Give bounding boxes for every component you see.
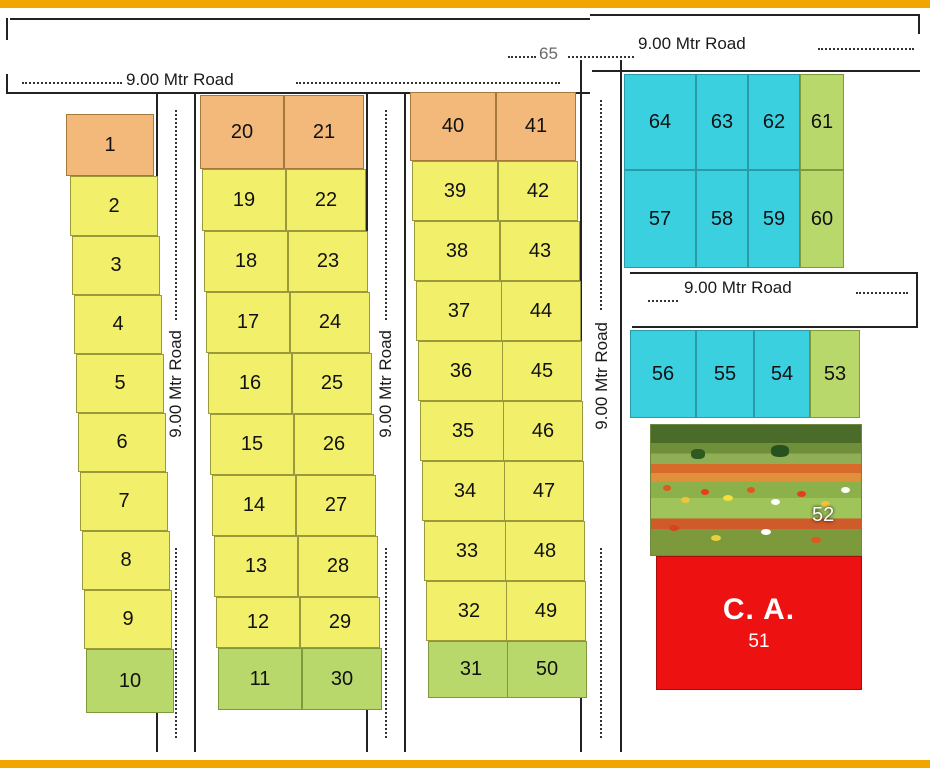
plot-cell[interactable]: 54 xyxy=(754,330,810,418)
plot-cell[interactable]: 30 xyxy=(302,648,382,710)
plot-cell[interactable]: 34 xyxy=(422,461,508,521)
plot-cell[interactable]: 24 xyxy=(290,292,370,353)
road-edge-vert2-right xyxy=(404,92,406,752)
plot-cell[interactable]: 36 xyxy=(418,341,504,401)
road-edge-top-right-upper xyxy=(590,14,920,16)
road-label-mid-right: 9.00 Mtr Road xyxy=(684,278,792,297)
plot-cell[interactable]: 16 xyxy=(208,353,292,414)
road-edge-left-tick-2 xyxy=(6,74,8,94)
plot-cell[interactable]: 49 xyxy=(506,581,586,641)
road-dotline-mid-right-b xyxy=(856,292,908,294)
plot-cell[interactable]: 9 xyxy=(84,590,172,649)
plot-cell[interactable]: 23 xyxy=(288,231,368,292)
plot-cell[interactable]: 56 xyxy=(630,330,696,418)
plot-cell[interactable]: 45 xyxy=(502,341,582,401)
plot-cell[interactable]: 41 xyxy=(496,92,576,161)
road-edge-mid-right-tick xyxy=(916,272,918,328)
plot-cell[interactable]: 43 xyxy=(500,221,580,281)
plot-cell[interactable]: 26 xyxy=(294,414,374,475)
plot-cell[interactable]: 55 xyxy=(696,330,754,418)
road-edge-vert3-right xyxy=(620,60,622,752)
road-dotline-vert1-a xyxy=(175,110,177,320)
road-dotline-vert1-b xyxy=(175,548,177,738)
road-label-top-right: 9.00 Mtr Road xyxy=(638,34,746,53)
road-dotline-65-right xyxy=(568,56,634,58)
road-edge-top-left-upper xyxy=(10,18,590,20)
plot-cell[interactable]: 6 xyxy=(78,413,166,472)
garden-image xyxy=(650,424,862,556)
plot-cell[interactable]: 1 xyxy=(66,114,154,176)
plot-cell[interactable]: 18 xyxy=(204,231,288,292)
plot-cell[interactable]: 21 xyxy=(284,95,364,169)
road-dotline-vert3-b xyxy=(600,548,602,738)
plot-cell[interactable]: 58 xyxy=(696,170,748,268)
garden-plot-label[interactable]: 52 xyxy=(812,504,835,526)
bottom-orange-strip xyxy=(0,760,930,768)
road-label-top-left: 9.00 Mtr Road xyxy=(126,70,234,89)
plot-cell[interactable]: 11 xyxy=(218,648,302,710)
plot-cell[interactable]: 50 xyxy=(507,641,587,698)
plot-cell[interactable]: 3 xyxy=(72,236,160,295)
plot-cell[interactable]: 46 xyxy=(503,401,583,461)
plot-cell[interactable]: 15 xyxy=(210,414,294,475)
plot-cell[interactable]: 19 xyxy=(202,169,286,231)
plot-cell[interactable]: 47 xyxy=(504,461,584,521)
road-edge-top-right-lower xyxy=(592,70,920,72)
plot-cell[interactable]: 13 xyxy=(214,536,298,597)
plot-cell[interactable]: 63 xyxy=(696,74,748,170)
plot-cell[interactable]: 38 xyxy=(414,221,500,281)
civic-amenity-number: 51 xyxy=(748,631,770,652)
road-label-vertical-3: 9.00 Mtr Road xyxy=(592,322,611,430)
plot-cell[interactable]: 64 xyxy=(624,74,696,170)
plot-cell[interactable]: 57 xyxy=(624,170,696,268)
plot-cell[interactable]: 53 xyxy=(810,330,860,418)
plot-cell[interactable]: 5 xyxy=(76,354,164,413)
plot-cell[interactable]: 7 xyxy=(80,472,168,531)
plot-cell[interactable]: 60 xyxy=(800,170,844,268)
plot-cell[interactable]: 22 xyxy=(286,169,366,231)
road-edge-vert1-right xyxy=(194,92,196,752)
plot-cell[interactable]: 42 xyxy=(498,161,578,221)
plot-cell[interactable]: 40 xyxy=(410,92,496,161)
plot-cell[interactable]: 10 xyxy=(86,649,174,713)
road-dotline-vert2-a xyxy=(385,110,387,320)
plot-cell[interactable]: 25 xyxy=(292,353,372,414)
road-label-vertical-2: 9.00 Mtr Road xyxy=(376,330,395,438)
road-edge-left-tick xyxy=(6,18,8,40)
road-dotline-vert2-b xyxy=(385,548,387,738)
plot-cell[interactable]: 20 xyxy=(200,95,284,169)
plot-cell[interactable]: 61 xyxy=(800,74,844,170)
road-edge-mid-right-upper xyxy=(630,272,918,274)
plot-cell[interactable]: 59 xyxy=(748,170,800,268)
plot-cell[interactable]: 4 xyxy=(74,295,162,354)
plot-cell[interactable]: 44 xyxy=(501,281,581,341)
plot-cell[interactable]: 33 xyxy=(424,521,510,581)
plot-cell[interactable]: 28 xyxy=(298,536,378,597)
plot-cell[interactable]: 32 xyxy=(426,581,512,641)
dimension-65-label: 65 xyxy=(539,44,558,63)
road-edge-mid-right-lower xyxy=(632,326,918,328)
plot-cell[interactable]: 35 xyxy=(420,401,506,461)
road-dotline-vert3-a xyxy=(600,100,602,310)
plot-cell[interactable]: 27 xyxy=(296,475,376,536)
plot-cell[interactable]: 8 xyxy=(82,531,170,590)
road-dotline-top-left-a xyxy=(22,82,122,84)
plot-cell[interactable]: 29 xyxy=(300,597,380,648)
civic-amenity-plot[interactable] xyxy=(656,556,862,690)
road-dotline-mid-right-a xyxy=(648,300,678,302)
road-dotline-top-left-b xyxy=(296,82,560,84)
plot-cell[interactable]: 12 xyxy=(216,597,300,648)
plot-cell[interactable]: 14 xyxy=(212,475,296,536)
road-dotline-top-right xyxy=(818,48,914,50)
plot-cell[interactable]: 37 xyxy=(416,281,502,341)
road-dotline-65-left xyxy=(508,56,536,58)
plot-cell[interactable]: 17 xyxy=(206,292,290,353)
top-orange-strip xyxy=(0,0,930,8)
plot-cell[interactable]: 48 xyxy=(505,521,585,581)
plot-cell[interactable]: 39 xyxy=(412,161,498,221)
plot-cell[interactable]: 31 xyxy=(428,641,514,698)
plot-cell[interactable]: 62 xyxy=(748,74,800,170)
road-edge-right-tick xyxy=(918,14,920,34)
civic-amenity-title: C. A. xyxy=(722,593,796,626)
plot-cell[interactable]: 2 xyxy=(70,176,158,236)
road-label-vertical-1: 9.00 Mtr Road xyxy=(166,330,185,438)
